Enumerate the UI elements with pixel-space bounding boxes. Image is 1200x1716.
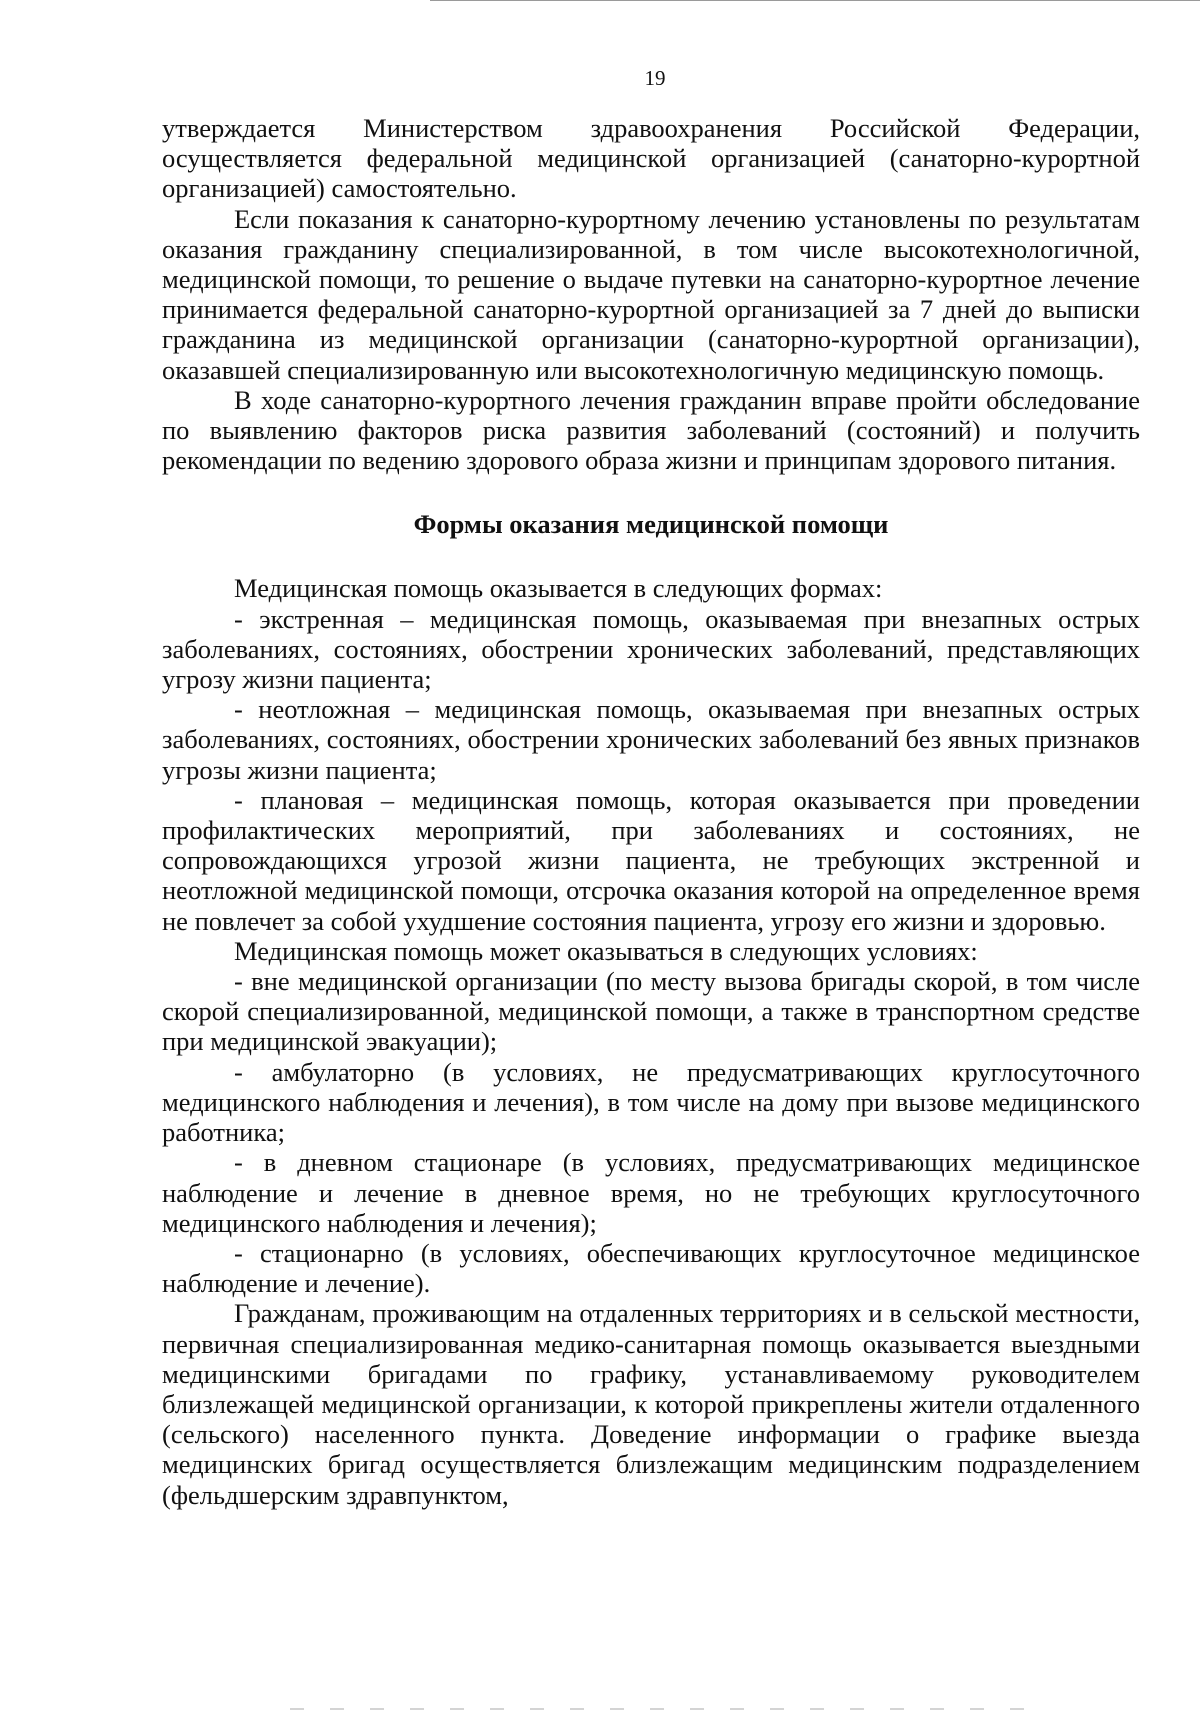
list-item-outpatient: - амбулаторно (в условиях, не предусматривающих круглосуточного медицинского наблюдения и лечения), в том числе на дому при вызове медицинского работника; <box>162 1056 1140 1148</box>
list-item-day-hospital: - в дневном стационаре (в условиях, предусматривающих медицинское наблюдение и лечение в дневное время, но не требующих круглосуточного медицинского наблюдения и лечения); <box>162 1147 1140 1238</box>
scan-top-edge <box>430 0 1200 1</box>
section-heading: Формы оказания медицинской помощи <box>413 509 889 540</box>
list-item-emergency: - экстренная – медицинская помощь, оказываемая при внезапных острых заболеваниях, состояниях, обострении хронических заболеваний, представляющих угрозу жизни пациента; <box>162 603 1140 695</box>
list-item-inpatient: - стационарно (в условиях, обеспечивающих круглосуточное медицинское наблюдение и лечение). <box>162 1237 1140 1299</box>
paragraph-remote-territories: Гражданам, проживающим на отдаленных территориях и в сельской местности, первичная специализированная медико-санитарная помощь оказывается выездными медицинскими бригадами по графику, устанавливаемому руководителем близлежащей медицинской организации, к которой прикреплены жители отдаленного (сельского) населенного пункта. Доведение информации о графике выезда медицинских бригад осуществляется близлежащим медицинским подразделением (фельдшерским здравпунктом, <box>162 1298 1140 1510</box>
list-item-urgent: - неотложная – медицинская помощь, оказываемая при внезапных острых заболеваниях, состояниях, обострении хронических заболеваний без явных признаков угрозы жизни пациента; <box>162 694 1140 785</box>
conditions-intro: Медицинская помощь может оказываться в следующих условиях: <box>234 935 978 966</box>
paragraph-2: Если показания к санаторно-курортному лечению установлены по результатам оказания гражданину специализированной, в том числе высокотехнологичной, медицинской помощи, то решение о выдаче путевки на санаторно-курортное лечение принимается федеральной санаторно-курортной организацией за 7 дней до выписки гражданина из медицинской организации (санаторно-курортной организации), оказавшей специализированную или высокотехнологичную медицинскую помощь. <box>162 203 1140 385</box>
list-item-outside-organization: - вне медицинской организации (по месту вызова бригады скорой, в том числе скорой специализированной, медицинской помощи, а также в транспортном средстве при медицинской эвакуации); <box>162 966 1140 1057</box>
document-body <box>162 113 1140 1510</box>
forms-intro: Медицинская помощь оказывается в следующих формах: <box>234 573 883 604</box>
list-item-planned: - плановая – медицинская помощь, которая оказывается при проведении профилактических мероприятий, при заболеваниях и состояниях, не сопровождающихся угрозой жизни пациента, не требующих экстренной и неотложной медицинской помощи, отсрочка оказания которой на определенное время не повлечет за собой ухудшение состояния пациента, угрозу его жизни и здоровью. <box>162 784 1140 936</box>
scan-bottom-artifact <box>290 1708 1050 1710</box>
paragraph-1: утверждается Министерством здравоохранения Российской Федерации, осуществляется федеральной медицинской организацией (санаторно-курортной организацией) самостоятельно. <box>162 113 1140 204</box>
page-number: 19 <box>644 66 666 90</box>
paragraph-3: В ходе санаторно-курортного лечения гражданин вправе пройти обследование по выявлению факторов риска развития заболеваний (состояний) и получить рекомендации по ведению здорового образа жизни и принципам здорового питания. <box>162 384 1140 476</box>
